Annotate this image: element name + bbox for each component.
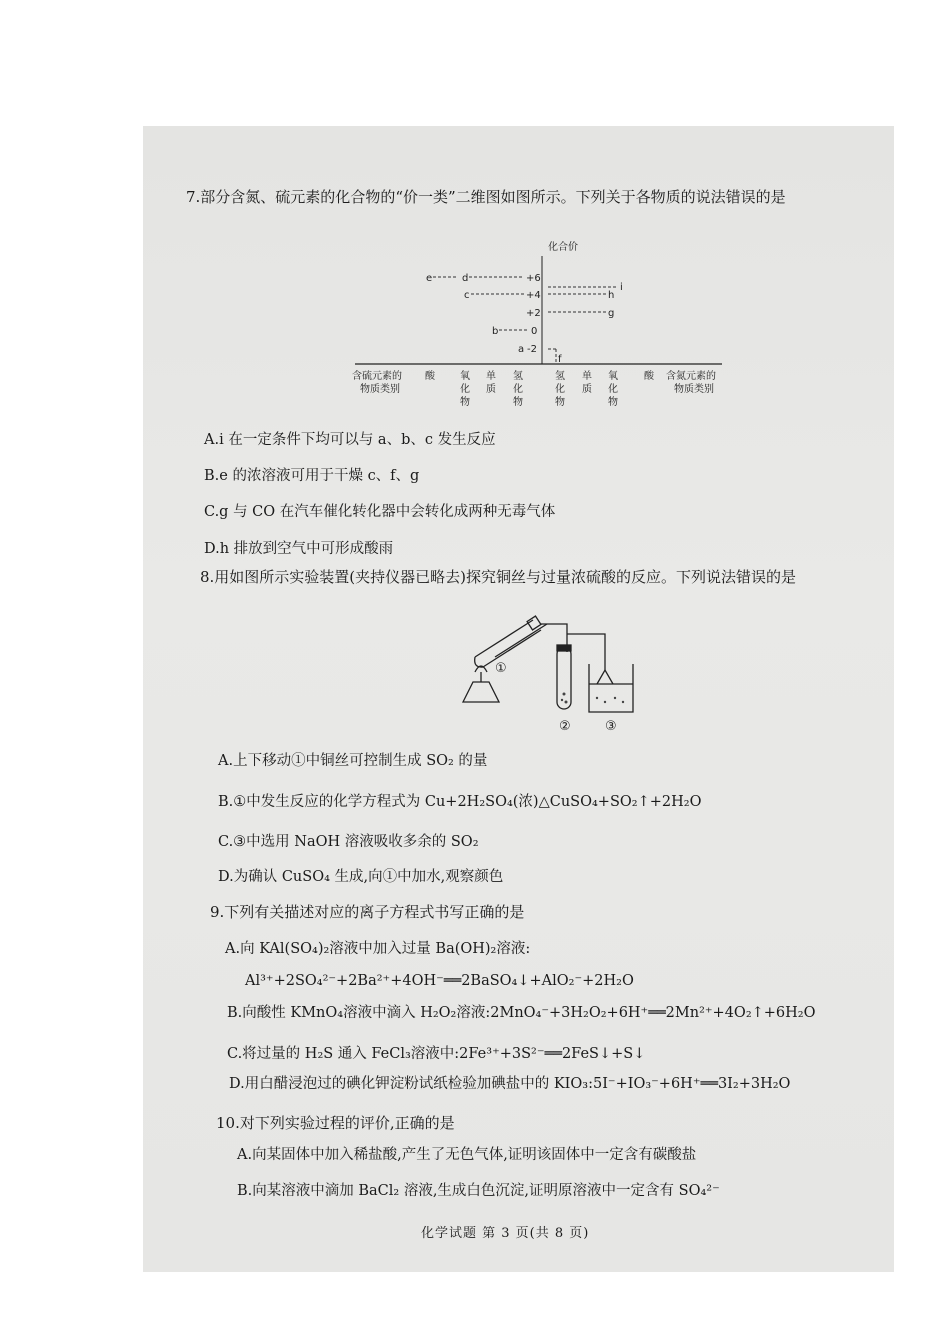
label-2: ②	[559, 719, 571, 734]
q7-option-c[interactable]: C.g 与 CO 在汽车催化转化器中会转化成两种无毒气体	[204, 504, 556, 520]
q7-option-d[interactable]: D.h 排放到空气中可形成酸雨	[204, 541, 394, 557]
q9-option-a-equation: Al³⁺+2SO₄²⁻+2Ba²⁺+4OH⁻══2BaSO₄↓+AlO₂⁻+2H₂O	[245, 973, 634, 989]
tick-p2: +2	[526, 308, 541, 319]
tick-0: 0	[531, 326, 538, 337]
q7-option-b[interactable]: B.e 的浓溶液可用于干燥 c、f、g	[204, 468, 420, 484]
left-axis-title: 含硫元素的	[352, 371, 402, 382]
q10-stem: 10.对下列实验过程的评价,正确的是	[216, 1114, 455, 1132]
q9-option-a[interactable]: A.向 KAl(SO₄)₂溶液中加入过量 Ba(OH)₂溶液:	[225, 941, 531, 957]
svg-text:物: 物	[608, 397, 618, 406]
svg-text:质: 质	[486, 384, 496, 395]
cat-acid-n: 酸	[644, 371, 654, 382]
q9-stem: 9.下列有关描述对应的离子方程式书写正确的是	[210, 903, 525, 921]
chart-ylabel: 化合价	[548, 242, 578, 253]
q9-option-c[interactable]: C.将过量的 H₂S 通入 FeCl₃溶液中:2Fe³⁺+3S²⁻══2FeS↓+S↓	[227, 1046, 646, 1062]
point-c: c	[464, 290, 470, 301]
svg-text:单: 单	[486, 371, 496, 382]
svg-text:物: 物	[513, 397, 523, 406]
svg-text:化: 化	[460, 384, 470, 395]
point-f: f	[558, 354, 562, 365]
label-1: ①	[495, 661, 507, 676]
page-footer: 化学试题 第 3 页(共 8 页)	[421, 1226, 590, 1241]
q10-option-b[interactable]: B.向某溶液中滴加 BaCl₂ 溶液,生成白色沉淀,证明原溶液中一定含有 SO₄²⁻	[237, 1183, 720, 1199]
svg-text:单: 单	[582, 371, 592, 382]
tick-m2: -2	[527, 344, 537, 355]
q8-stem: 8.用如图所示实验装置(夹持仪器已略去)探究铜丝与过量浓硫酸的反应。下列说法错误的是	[200, 568, 797, 586]
q8-option-c[interactable]: C.③中选用 NaOH 溶液吸收多余的 SO₂	[218, 834, 479, 850]
point-a: a	[518, 344, 525, 355]
svg-text:化: 化	[608, 384, 618, 395]
q9-option-d[interactable]: D.用白醋浸泡过的碘化钾淀粉试纸检验加碘盐中的 KIO₃:5I⁻+IO₃⁻+6H⁺══3I₂+3H₂O	[229, 1076, 791, 1092]
point-d: d	[462, 273, 469, 284]
svg-text:物质类别: 物质类别	[360, 384, 400, 395]
q10-option-a[interactable]: A.向某固体中加入稀盐酸,产生了无色气体,证明该固体中一定含有碳酸盐	[237, 1147, 697, 1163]
right-axis-title: 含氮元素的	[666, 371, 716, 382]
svg-text:氧: 氧	[460, 371, 470, 382]
q8-option-d[interactable]: D.为确认 CuSO₄ 生成,向①中加水,观察颜色	[218, 869, 504, 885]
point-g: g	[608, 308, 615, 319]
point-h: h	[608, 290, 615, 301]
q8-option-b[interactable]: B.①中发生反应的化学方程式为 Cu+2H₂SO₄(浓)△CuSO₄+SO₂↑+2H₂O	[218, 794, 702, 810]
svg-text:化: 化	[555, 384, 565, 395]
svg-text:化: 化	[513, 384, 523, 395]
q8-option-a[interactable]: A.上下移动①中铜丝可控制生成 SO₂ 的量	[218, 753, 488, 769]
q7-option-a[interactable]: A.i 在一定条件下均可以与 a、b、c 发生反应	[204, 432, 496, 448]
svg-text:质: 质	[582, 384, 592, 395]
q7-stem: 7.部分含氮、硫元素的化合物的“价一类”二维图如图所示。下列关于各物质的说法错误的是	[186, 188, 786, 206]
label-3: ③	[605, 719, 617, 734]
svg-text:氢: 氢	[513, 371, 523, 382]
valence-class-chart	[340, 236, 750, 406]
point-e: e	[426, 273, 433, 284]
svg-text:物质类别: 物质类别	[674, 384, 714, 395]
svg-text:氢: 氢	[555, 371, 565, 382]
tick-p4: +4	[526, 290, 541, 301]
point-b: b	[492, 326, 499, 337]
svg-text:物: 物	[555, 397, 565, 406]
apparatus-diagram	[455, 612, 675, 737]
svg-text:氧: 氧	[608, 371, 618, 382]
q9-option-b[interactable]: B.向酸性 KMnO₄溶液中滴入 H₂O₂溶液:2MnO₄⁻+3H₂O₂+6H⁺══2Mn²⁺+4O₂↑+6H₂O	[227, 1005, 816, 1021]
point-i: i	[620, 282, 623, 293]
svg-text:物: 物	[460, 397, 470, 406]
cat-acid-s: 酸	[425, 371, 435, 382]
tick-p6: +6	[526, 273, 541, 284]
